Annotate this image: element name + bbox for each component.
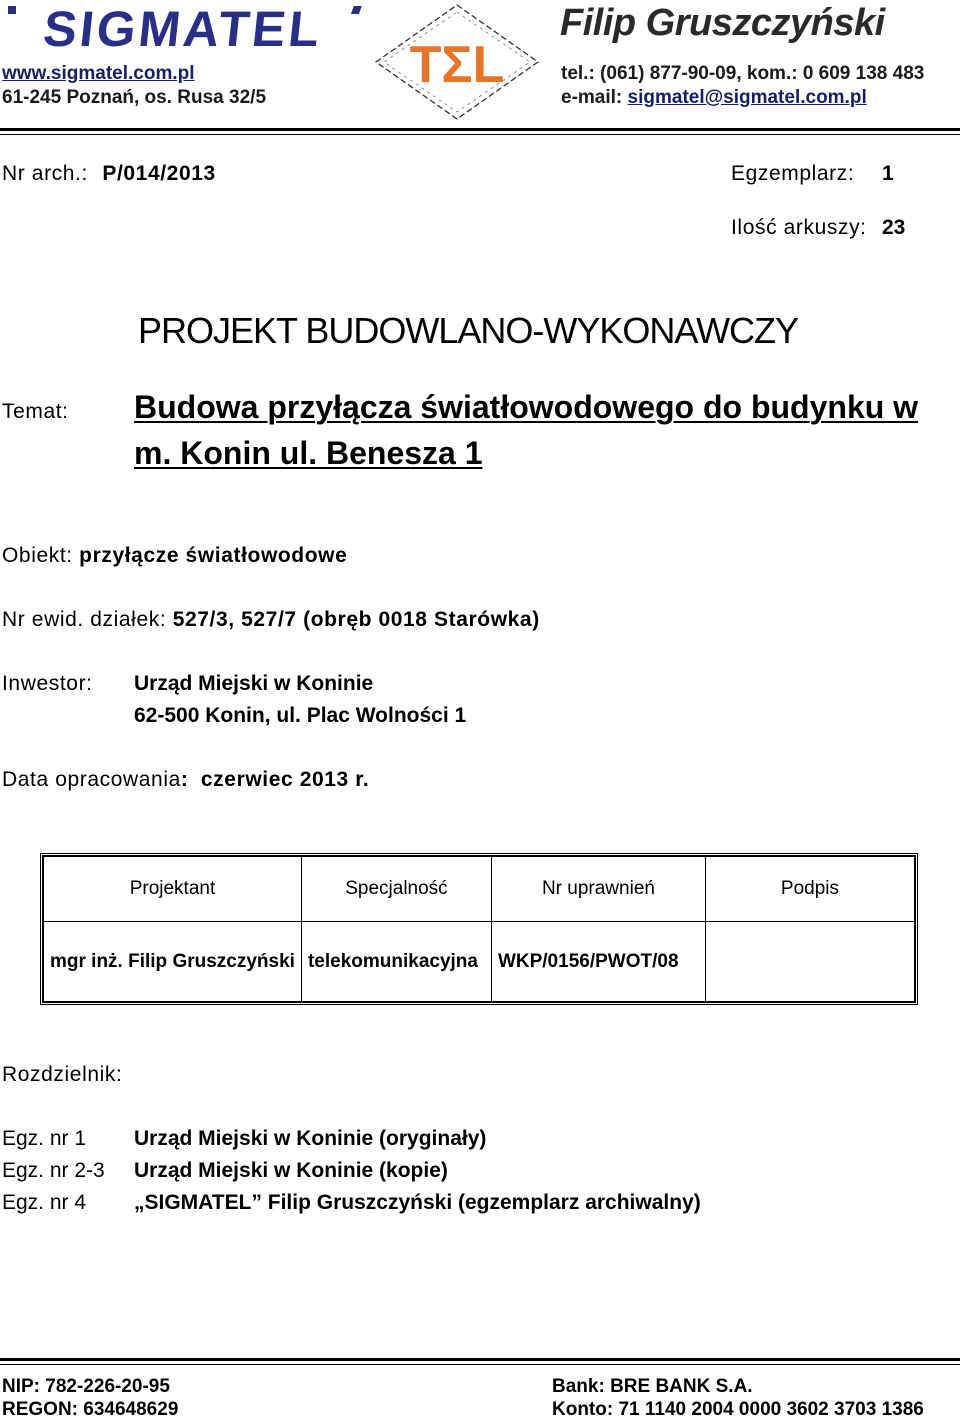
parcels-value: 527/3, 527/7 (obręb 0018 Starówka)	[172, 608, 540, 631]
footer-bank: Bank: BRE BANK S.A.	[552, 1376, 753, 1397]
header-designer: Projektant	[44, 857, 302, 922]
footer-rule-thin	[0, 1364, 960, 1365]
cell-signature	[705, 922, 914, 1002]
document-title: PROJEKT BUDOWLANO-WYKONAWCZY	[138, 310, 799, 351]
topic-line-1: Budowa przyłącza światłowodowego do budynku w	[134, 389, 919, 425]
investor-line-2: 62-500 Konin, ul. Plac Wolności 1	[134, 704, 467, 727]
table-row	[44, 922, 915, 1002]
footer-regon: REGON: 634648629	[2, 1399, 179, 1420]
cell-license: WKP/0156/PWOT/08	[491, 922, 705, 1002]
sigmatel-logo-text: SIGMATEL	[40, 1, 326, 57]
footer-nip: NIP: 782-226-20-95	[2, 1376, 170, 1397]
copy-value: 1	[882, 162, 894, 185]
sigmatel-logo	[0, 0, 372, 60]
date-colon: :	[180, 768, 189, 791]
topic-label: Temat:	[2, 400, 69, 423]
tel-logo-text: TΣL	[409, 36, 505, 94]
website-link[interactable]: www.sigmatel.com.pl	[2, 63, 195, 84]
date-row	[2, 768, 369, 792]
company-email-row	[561, 87, 867, 109]
dist-recipient-1: Urząd Miejski w Koninie (oryginały)	[134, 1127, 487, 1150]
company-name: Filip Gruszczyński	[560, 2, 885, 44]
investor-label: Inwestor:	[2, 672, 93, 695]
header-signature: Podpis	[705, 857, 914, 922]
cell-designer: mgr inż. Filip Gruszczyński	[44, 922, 302, 1002]
topic-line-2: m. Konin ul. Benesza 1	[134, 435, 483, 471]
designer-table	[40, 853, 918, 1005]
distribution-label: Rozdzielnik:	[2, 1063, 123, 1086]
parcels-label: Nr ewid. działek:	[2, 608, 167, 631]
arch-number	[2, 162, 216, 186]
sheets-label: Ilość arkuszy:	[731, 216, 867, 239]
copy-label: Egzemplarz:	[731, 162, 855, 185]
dist-recipient-2: Urząd Miejski w Koninie (kopie)	[134, 1159, 448, 1182]
dist-copy-1: Egz. nr 1	[2, 1127, 87, 1150]
footer-account: Konto: 71 1140 2004 0000 3602 3703 1386	[552, 1399, 924, 1420]
dist-recipient-3: „SIGMATEL” Filip Gruszczyński (egzemplarz archiwalny)	[134, 1191, 701, 1214]
arch-value: P/014/2013	[102, 162, 216, 185]
header-specialty: Specjalność	[301, 857, 491, 922]
company-phone: tel.: (061) 877-90-09, kom.: 0 609 138 483	[561, 63, 925, 84]
dist-copy-2: Egz. nr 2-3	[2, 1159, 105, 1182]
object-value: przyłącze światłowodowe	[79, 544, 348, 567]
date-value: czerwiec 2013 r.	[200, 768, 370, 791]
email-label: e-mail:	[561, 87, 623, 108]
cell-specialty: telekomunikacyjna	[301, 922, 491, 1002]
header-rule-thick	[0, 128, 960, 131]
email-link[interactable]: sigmatel@sigmatel.com.pl	[627, 87, 867, 108]
object-label: Obiekt:	[2, 544, 73, 567]
tel-diamond-logo	[372, 2, 542, 122]
table-header-row	[44, 857, 915, 922]
investor-line-1: Urząd Miejski w Koninie	[134, 672, 374, 695]
footer-rule-thick	[0, 1358, 960, 1361]
dist-copy-3: Egz. nr 4	[2, 1191, 87, 1214]
parcels-row	[2, 608, 540, 632]
sheets-value: 23	[882, 216, 906, 239]
header-license: Nr uprawnień	[491, 857, 705, 922]
company-address: 61-245 Poznań, os. Rusa 32/5	[2, 87, 267, 108]
object-row	[2, 544, 347, 568]
header-rule-thin	[0, 134, 960, 135]
date-label: Data opracowania	[2, 768, 181, 791]
arch-label: Nr arch.:	[2, 162, 88, 185]
